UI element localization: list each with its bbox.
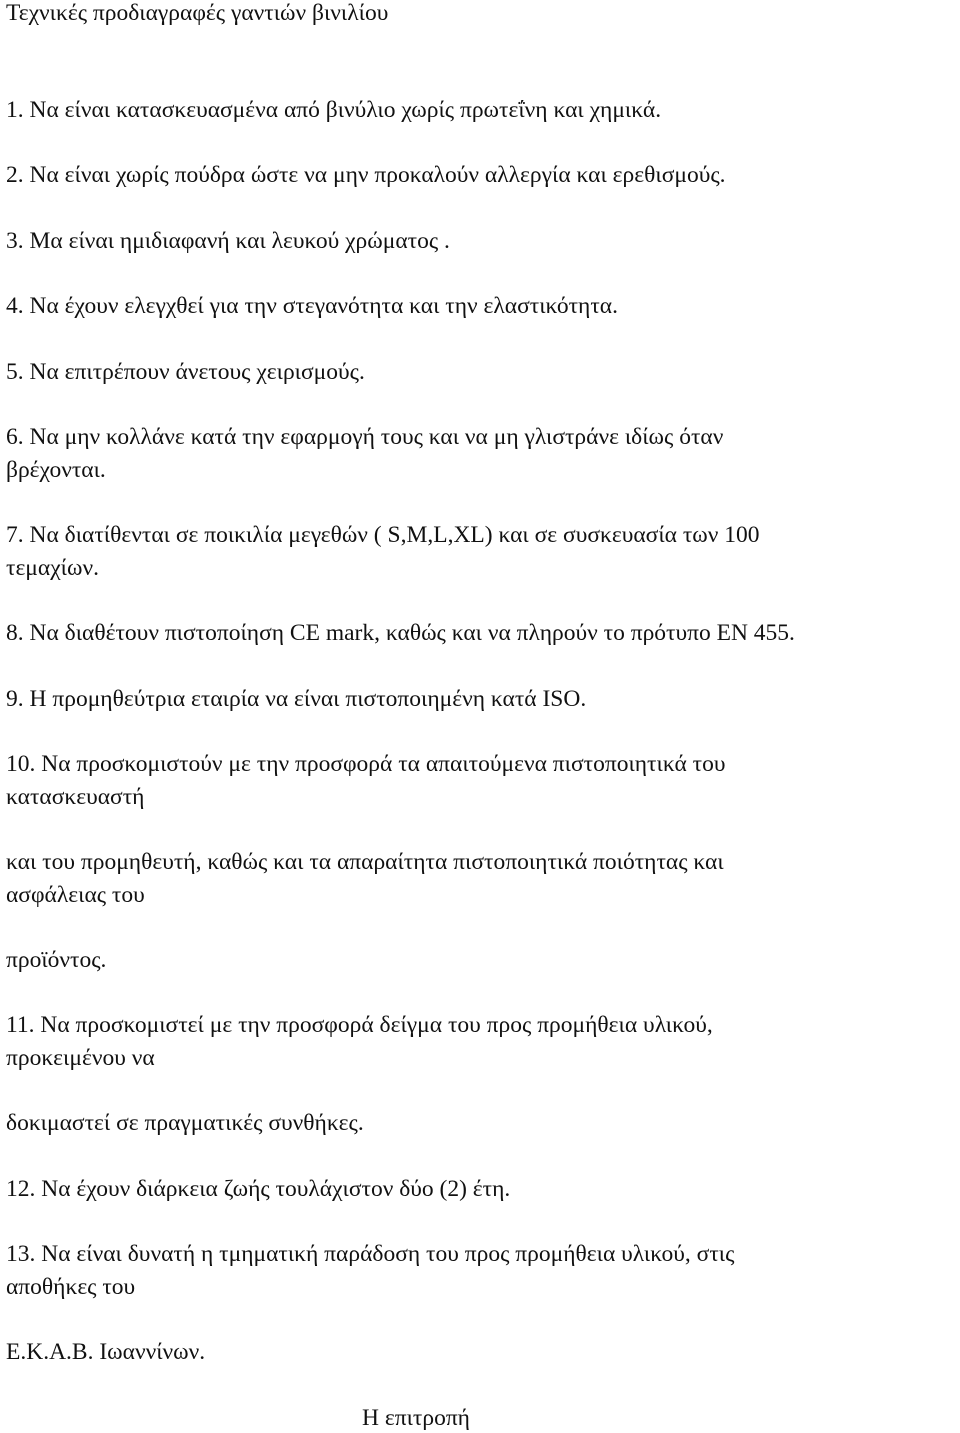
spec-line: 4. Να έχουν ελεγχθεί για την στεγανότητα και την ελαστικότητα. [6, 293, 618, 319]
spec-line: αποθήκες του [6, 1274, 136, 1300]
spec-line: 3. Μα είναι ημιδιαφανή και λευκού χρώματος . [6, 228, 450, 254]
spec-line: 1. Να είναι κατασκευασμένα από βινύλιο χωρίς πρωτεΐνη και χημικά. [6, 97, 662, 123]
spec-line: 6. Να μην κολλάνε κατά την εφαρμογή τους και να μη γλιστράνε ιδίως όταν [6, 424, 724, 450]
spec-line: 2. Να είναι χωρίς πούδρα ώστε να μην προκαλούν αλλεργία και ερεθισμούς. [6, 162, 726, 188]
spec-line: 10. Να προσκομιστούν με την προσφορά τα απαιτούμενα πιστοποιητικά του [6, 751, 726, 777]
spec-line: 7. Να διατίθενται σε ποικιλία μεγεθών ( S,M,L,XL) και σε συσκευασία των 100 [6, 522, 760, 548]
spec-line: τεμαχίων. [6, 555, 99, 581]
spec-line: Ε.Κ.Α.Β. Ιωαννίνων. [6, 1339, 206, 1365]
spec-line: δοκιμαστεί σε πραγματικές συνθήκες. [6, 1110, 364, 1136]
spec-line: και του προμηθευτή, καθώς και τα απαραίτητα πιστοποιητικά ποιότητας και [6, 849, 724, 875]
spec-line: 8. Να διαθέτουν πιστοποίηση CE mark, καθώς και να πληρούν το πρότυπο EN 455. [6, 620, 795, 646]
spec-line: 9. Η προμηθεύτρια εταιρία να είναι πιστοποιημένη κατά ISO. [6, 686, 587, 712]
spec-line: προκειμένου να [6, 1045, 155, 1071]
spec-line: κατασκευαστή [6, 784, 145, 810]
spec-line: 11. Να προσκομιστεί με την προσφορά δείγμα του προς προμήθεια υλικού, [6, 1012, 713, 1038]
committee-signature: Η επιτροπή [362, 1405, 470, 1431]
spec-line: 12. Να έχουν διάρκεια ζωής τουλάχιστον δύο (2) έτη. [6, 1176, 511, 1202]
document-title: Τεχνικές προδιαγραφές γαντιών βινιλίου [6, 0, 389, 26]
spec-line: 5. Να επιτρέπουν άνετους χειρισμούς. [6, 359, 365, 385]
spec-line: προϊόντος. [6, 947, 107, 973]
spec-line: βρέχονται. [6, 457, 106, 483]
spec-line: ασφάλειας του [6, 882, 145, 908]
spec-line: 13. Να είναι δυνατή η τμηματική παράδοση του προς προμήθεια υλικού, στις [6, 1241, 735, 1267]
